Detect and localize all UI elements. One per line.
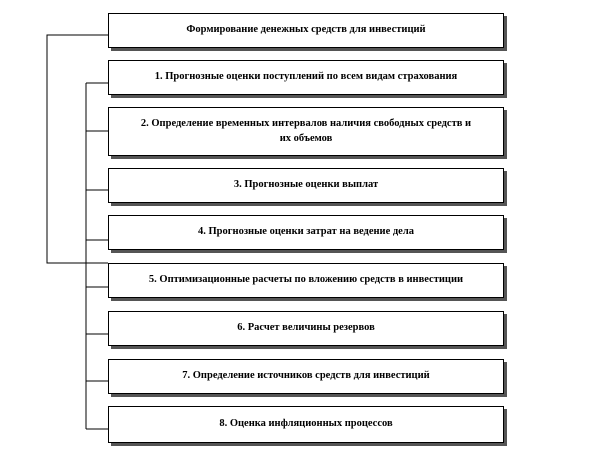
step-box-5 <box>108 263 504 298</box>
step-box-4 <box>108 215 504 250</box>
step-label-2: 2. Определение временных интервалов наличия свободных средств и их объемов <box>140 118 472 144</box>
step-label-4: 4. Прогнозные оценки затрат на ведение дела <box>198 226 414 238</box>
step-label-7: 7. Определение источников средств для инвестиций <box>182 370 430 382</box>
step-label-6: 6. Расчет величины резервов <box>237 322 375 334</box>
header-box <box>108 13 504 48</box>
step-box-3 <box>108 168 504 203</box>
step-box-1 <box>108 60 504 95</box>
step-label-5: 5. Оптимизационные расчеты по вложению средств в инвестиции <box>148 274 464 286</box>
header-label: Формирование денежных средств для инвестиций <box>186 24 426 36</box>
step-label-3: 3. Прогнозные оценки выплат <box>233 179 379 191</box>
step-box-2 <box>108 107 504 156</box>
step-box-7 <box>108 359 504 394</box>
step-label-1: 1. Прогнозные оценки поступлений по всем видам страхования <box>154 71 458 83</box>
step-box-8 <box>108 406 504 443</box>
step-box-6 <box>108 311 504 346</box>
step-label-8: 8. Оценка инфляционных процессов <box>219 418 393 430</box>
